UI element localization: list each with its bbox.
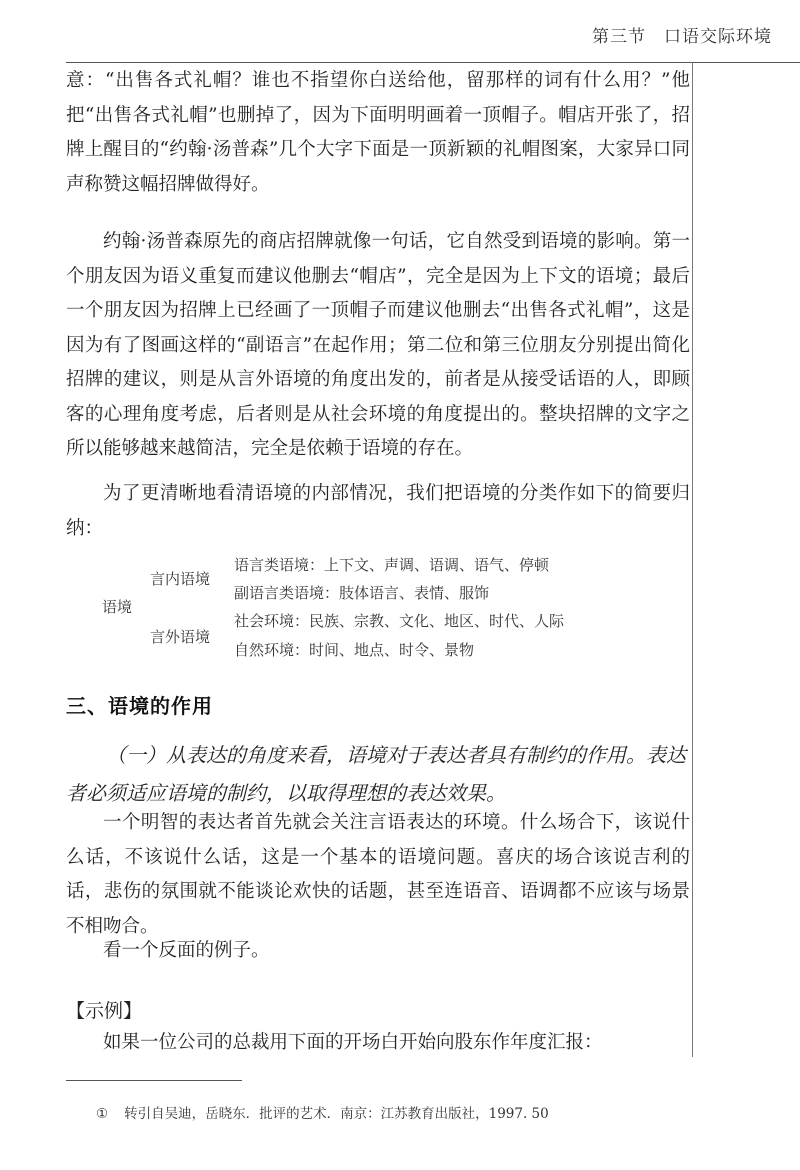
diagram-leaf: 自然环境：时间、地点、时令、景物	[234, 641, 475, 659]
running-head: 第三节 口语交际环境	[592, 27, 772, 47]
paragraph: 约翰·汤普森原先的商店招牌就像一句话，它自然受到语境的影响。第一个朋友因为语义重复而建议他删去“帽店”，完全是因为上下文的语境；最后一个朋友因为招牌上已经画了一顶帽子而建议他删去“出售各式礼帽”，这是因为有了图画这样的“副语言”在起作用；第二位和第三位朋友分别提出简化招牌的建议，则是从言外语境的角度出发的，前者是从接受话语的人，即顾客的心理角度考虑，后者则是从社会环境的角度提出的。整块招牌的文字之所以能够越来越简洁，完全是依赖于语境的存在。	[66, 231, 690, 459]
footnote-rule	[66, 1080, 242, 1081]
footnote-text: 转引自吴迪，岳晓东．批评的艺术．南京：江苏教育出版社，1997. 50	[124, 1106, 549, 1122]
diagram-leaf: 社会环境：民族、宗教、文化、地区、时代、人际	[234, 612, 565, 630]
paragraph: 为了更清晰地看清语境的内部情况，我们把语境的分类作如下的简要归纳：	[66, 483, 690, 539]
diagram-root-label: 语境	[102, 598, 133, 616]
margin-rule	[692, 62, 693, 1057]
footnote-mark: ①	[96, 1106, 109, 1122]
paragraph: 意：“出售各式礼帽？谁也不指望你白送给他，留那样的词有什么用？”他把“出售各式礼帽”也删掉了，因为下面明明画着一顶帽子。帽店开张了，招牌上醒目的“约翰·汤普森”几个大字下面是一顶新颖的礼帽图案，大家异口同声称赞这幅招牌做得好。	[66, 70, 690, 195]
diagram-leaf: 副语言类语境：肢体语言、表情、服饰	[234, 584, 490, 602]
paragraph: 如果一位公司的总裁用下面的开场白开始向股东作年度汇报：	[103, 1032, 603, 1053]
paragraph: 一个明智的表达者首先就会关注言语表达的环境。什么场合下，该说什么话，不该说什么话，这是一个基本的语境问题。喜庆的场合该说吉利的话，悲伤的氛围就不能谈论欢快的话题，甚至连语音、语调都不应该与场景不相吻合。	[66, 812, 690, 937]
section-heading: 三、语境的作用	[66, 694, 213, 718]
context-classification-diagram	[90, 548, 650, 670]
diagram-inner-context-label: 言内语境	[150, 570, 211, 588]
sub-heading: （一）从表达的角度来看，语境对于表达者具有制约的作用。表达者必须适应语境的制约，以取得理想的表达效果。	[66, 743, 686, 805]
diagram-outer-context-label: 言外语境	[150, 628, 211, 646]
footnote	[96, 1102, 549, 1122]
example-label: 【示例】	[66, 1000, 143, 1022]
paragraph: 看一个反面的例子。	[103, 940, 270, 961]
diagram-leaf: 语言类语境：上下文、声调、语调、语气、停顿	[234, 556, 550, 574]
header-rule	[66, 62, 800, 63]
